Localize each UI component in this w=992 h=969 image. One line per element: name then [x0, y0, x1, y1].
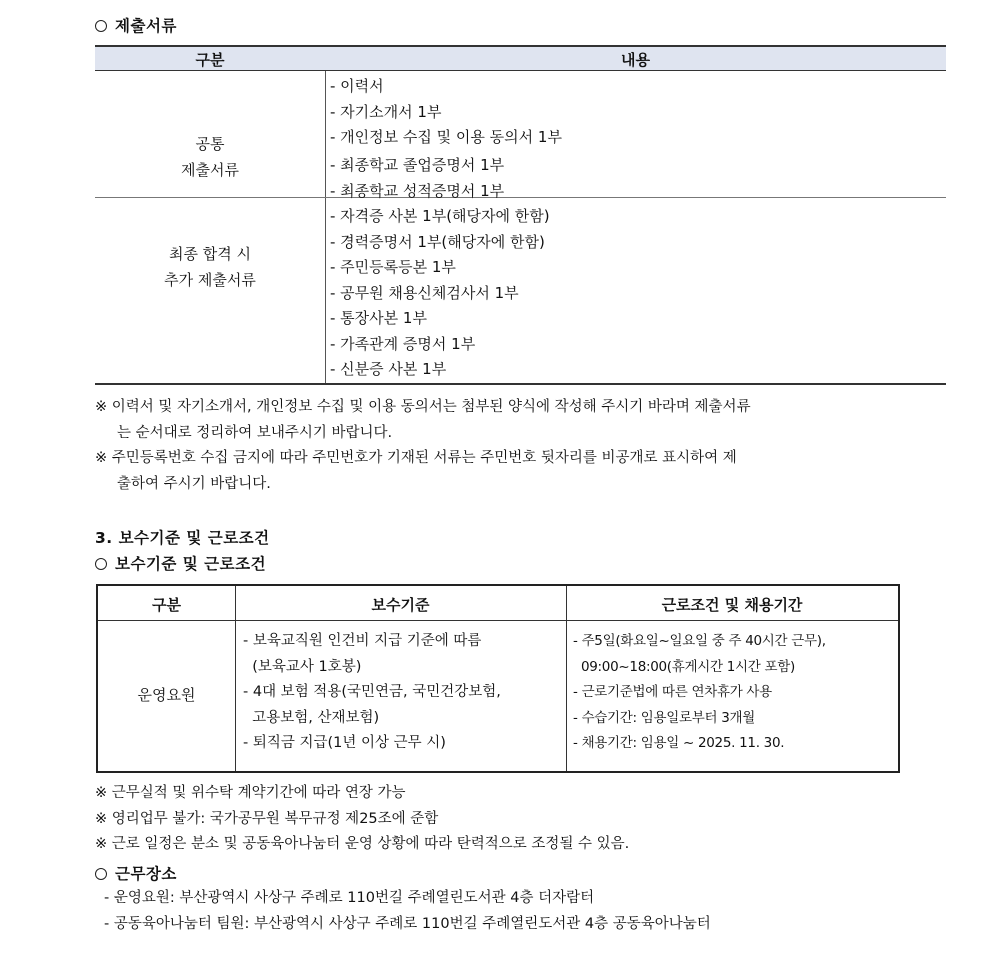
- list-item: 고용보험, 산재보험): [243, 709, 380, 726]
- section-title-pay: 3. 보수기준 및 근로조건: [95, 529, 270, 547]
- pay-criteria-list: [243, 629, 501, 757]
- documents-table: [95, 45, 946, 385]
- column-divider: [235, 586, 236, 771]
- note-line: 는 순서대로 정리하여 보내주시기 바랍니다.: [117, 424, 393, 441]
- circle-bullet-icon: [95, 868, 107, 880]
- column-divider: [325, 71, 326, 385]
- workplace-list: [104, 886, 711, 937]
- list-item: - 근로기준법에 따른 연차휴가 사용: [573, 684, 772, 700]
- note-line: ※ 이력서 및 자기소개서, 개인정보 수집 및 이용 동의서는 첨부된 양식에 작성해 주시기 바라며 제출서류: [95, 399, 751, 415]
- note-line: 출하여 주시기 바랍니다.: [117, 475, 271, 492]
- list-item: - 수습기간: 임용일로부터 3개월: [573, 709, 755, 726]
- list-item: - 주민등록등본 1부: [330, 258, 456, 276]
- list-item: - 채용기간: 임용일 ~ 2025. 11. 30.: [573, 735, 785, 751]
- header-pay: 보수기준: [371, 596, 430, 614]
- header-category: 구분: [195, 51, 225, 69]
- table-header: [98, 586, 898, 621]
- list-item: - 퇴직금 지급(1년 이상 근무 시): [243, 735, 446, 751]
- row-label-common: 공통 제출서류: [181, 135, 239, 179]
- common-documents-list: [330, 74, 562, 151]
- section-heading-workplace: 근무장소: [95, 862, 177, 884]
- list-item: - 경력증명서 1부(해당자에 한함): [330, 232, 545, 251]
- row-label-additional: 최종 합격 시 추가 제출서류: [164, 245, 256, 289]
- pay-conditions-table: [96, 584, 900, 773]
- header-content: 내용: [621, 51, 650, 69]
- list-item: - 4대 보험 적용(국민연금, 국민건강보험,: [243, 684, 501, 700]
- list-item: - 주5일(화요일~일요일 중 주 40시간 근무),: [573, 633, 826, 649]
- notes-pay: [95, 781, 629, 858]
- section-heading-documents: 제출서류: [95, 14, 177, 36]
- note-line: ※ 근무실적 및 위수탁 계약기간에 따라 연장 가능: [95, 785, 406, 801]
- list-item: 09:00~18:00(휴게시간 1시간 포함): [573, 658, 795, 675]
- table-bottom-border: [95, 383, 946, 385]
- list-item: - 신분증 사본 1부: [330, 360, 447, 378]
- circle-bullet-icon: [95, 20, 107, 32]
- circle-bullet-icon: [95, 558, 107, 570]
- list-item: - 공동육아나눔터 팀원: 부산광역시 사상구 주례로 110번길 주례열린도서관 4층 공동육아나눔터: [104, 915, 711, 932]
- column-divider: [566, 586, 567, 771]
- list-item: - 이력서: [330, 77, 384, 95]
- list-item: - 최종학교 성적증명서 1부: [330, 181, 505, 200]
- table-header: [95, 45, 946, 71]
- note-line: ※ 근로 일정은 분소 및 공동육아나눔터 운영 상황에 따라 탄력적으로 조정될 수 있음.: [95, 836, 630, 852]
- list-item: - 운영요원: 부산광역시 사상구 주례로 110번길 주례열린도서관 4층 더자람터: [104, 890, 595, 906]
- list-item: - 통장사본 1부: [330, 309, 427, 327]
- list-item: - 자기소개서 1부: [330, 102, 442, 121]
- note-line: ※ 주민등록번호 수집 금지에 따라 주민번호가 기재된 서류는 주민번호 뒷자리를 비공개로 표시하여 제: [95, 450, 737, 466]
- section-heading-pay: 보수기준 및 근로조건: [95, 552, 266, 574]
- list-item: - 가족관계 증명서 1부: [330, 334, 476, 353]
- work-conditions-list: [573, 629, 826, 757]
- list-item: - 개인정보 수집 및 이용 동의서 1부: [330, 128, 562, 146]
- header-category: 구분: [152, 596, 181, 614]
- note-line: ※ 영리업무 불가: 국가공무원 복무규정 제25조에 준함: [95, 810, 439, 827]
- list-item: - 보육교직원 인건비 지급 기준에 따름: [243, 633, 482, 649]
- additional-documents-list: [330, 153, 550, 383]
- list-item: - 자격증 사본 1부(해당자에 한함): [330, 207, 550, 225]
- header-conditions: 근로조건 및 채용기간: [661, 596, 803, 614]
- list-item: (보육교사 1호봉): [243, 658, 362, 675]
- list-item: - 최종학교 졸업증명서 1부: [330, 156, 505, 174]
- row-label-staff: 운영요원: [137, 686, 196, 704]
- list-item: - 공무원 채용신체검사서 1부: [330, 283, 519, 302]
- notes-documents: [95, 395, 751, 497]
